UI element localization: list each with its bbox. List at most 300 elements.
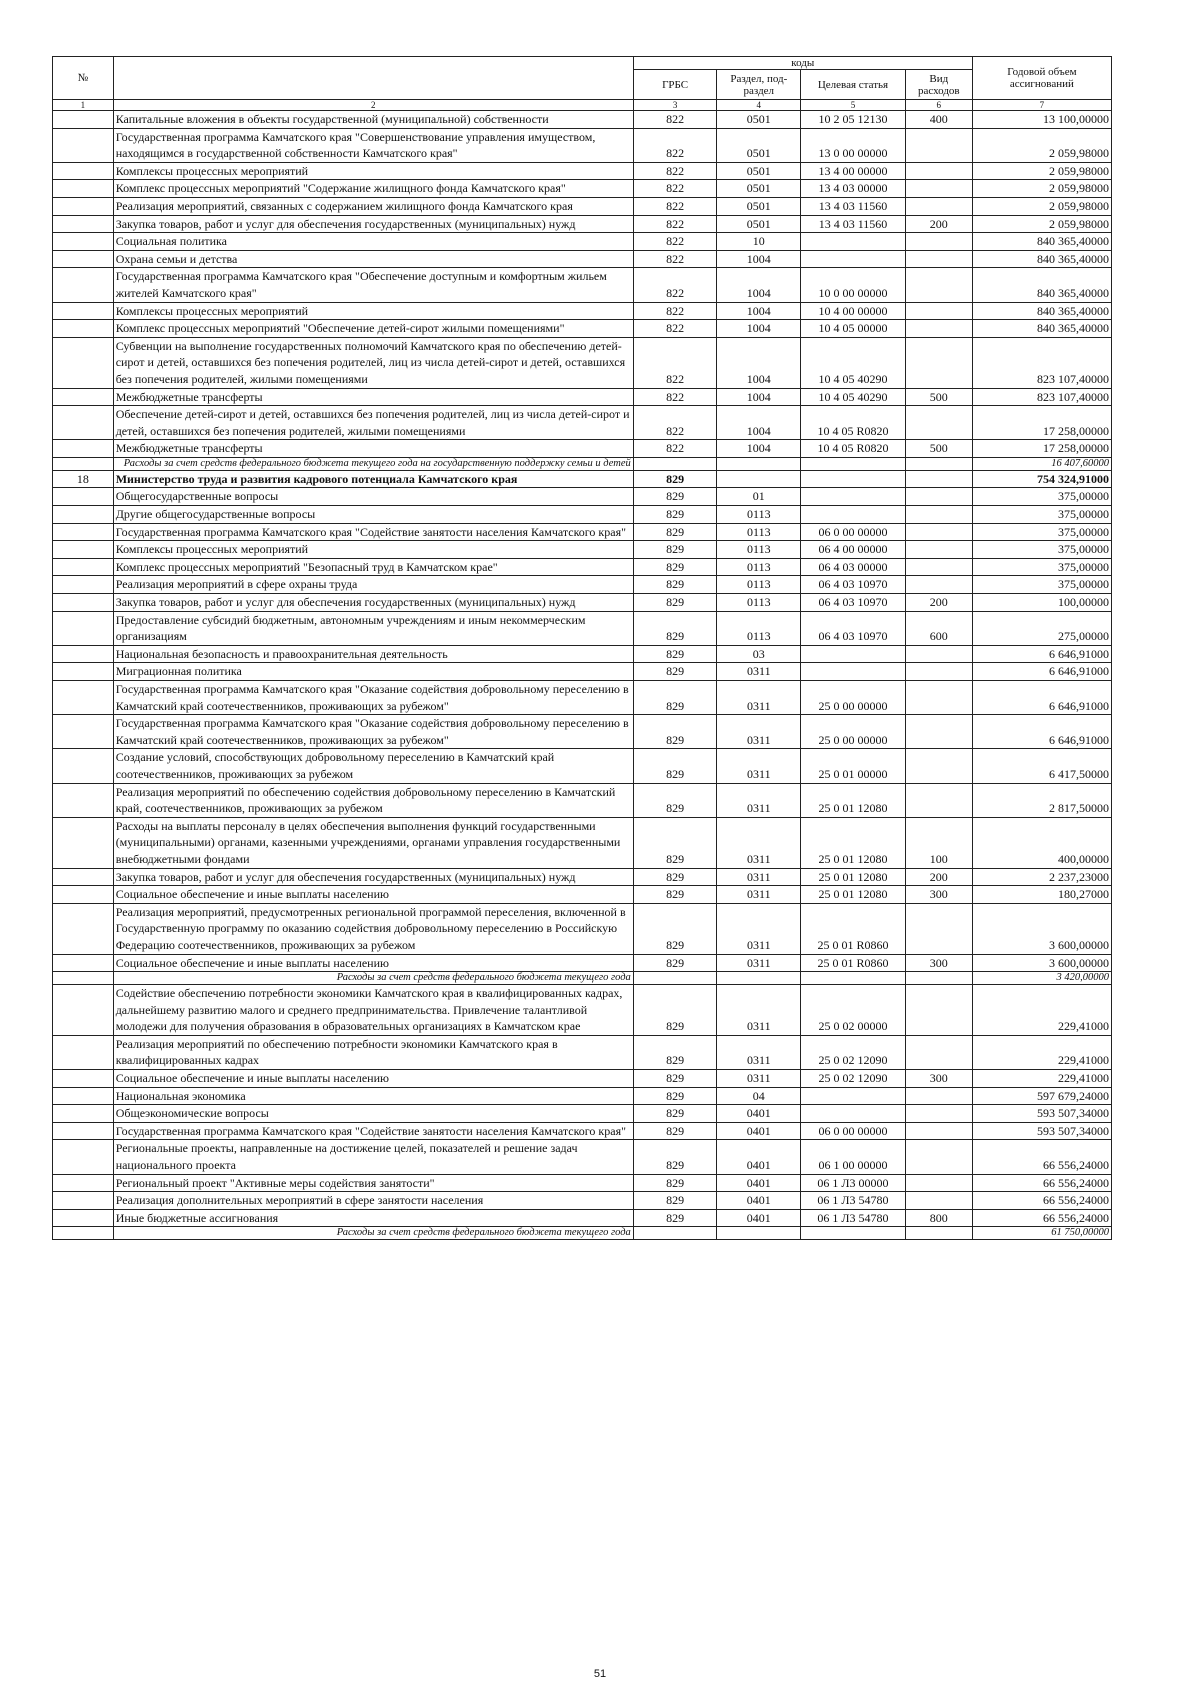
cell-vid: [905, 302, 972, 320]
cell-num: [53, 128, 114, 162]
table-row: [53, 1209, 1112, 1227]
cell-name: Реализация мероприятий, связанных с содержанием жилищного фонда Камчатского края: [113, 197, 633, 215]
cell-vid: 600: [905, 611, 972, 645]
cell-target: 13 4 03 11560: [801, 197, 906, 215]
cell-target: [801, 488, 906, 506]
cell-section: 0311: [717, 886, 801, 904]
cell-num: [53, 162, 114, 180]
cell-amount: 823 107,40000: [972, 337, 1111, 388]
cell-name: Комплексы процессных мероприятий: [113, 162, 633, 180]
cell-vid: [905, 1035, 972, 1069]
cell-name: Расходы за счет средств федерального бюджета текущего года на государственную поддержку семьи и детей: [113, 457, 633, 470]
cell-section: 1004: [717, 337, 801, 388]
cell-num: [53, 985, 114, 1036]
table-row: [53, 645, 1112, 663]
cell-vid: [905, 972, 972, 985]
cell-num: [53, 506, 114, 524]
cell-grbs: 822: [633, 162, 717, 180]
cell-grbs: 829: [633, 1035, 717, 1069]
cell-target: 25 0 02 12090: [801, 1035, 906, 1069]
cell-amount: 840 365,40000: [972, 233, 1111, 251]
column-numbers-row: [53, 100, 1112, 111]
cell-amount: 375,00000: [972, 523, 1111, 541]
cell-grbs: 822: [633, 440, 717, 458]
cell-target: 13 4 03 00000: [801, 180, 906, 198]
cell-vid: [905, 558, 972, 576]
cell-num: 18: [53, 470, 114, 488]
cell-section: 0311: [717, 985, 801, 1036]
cell-amount: 2 059,98000: [972, 215, 1111, 233]
cell-grbs: 829: [633, 1174, 717, 1192]
cell-vid: 200: [905, 594, 972, 612]
cell-amount: 61 750,00000: [972, 1227, 1111, 1240]
cell-target: [801, 250, 906, 268]
cell-num: [53, 611, 114, 645]
cell-num: [53, 523, 114, 541]
cell-section: 0113: [717, 523, 801, 541]
cell-amount: 840 365,40000: [972, 268, 1111, 302]
cell-grbs: 829: [633, 886, 717, 904]
cell-target: 10 0 00 00000: [801, 268, 906, 302]
cell-name: Межбюджетные трансферты: [113, 388, 633, 406]
cell-section: 1004: [717, 268, 801, 302]
cell-target: [801, 470, 906, 488]
cell-name: Государственная программа Камчатского края "Обеспечение доступным и комфортным жильем жителей Камчатского края": [113, 268, 633, 302]
cell-vid: 200: [905, 868, 972, 886]
colnum: 3: [633, 100, 717, 111]
cell-target: 25 0 01 R0860: [801, 954, 906, 972]
cell-target: 06 4 03 10970: [801, 611, 906, 645]
cell-amount: 597 679,24000: [972, 1087, 1111, 1105]
cell-section: 0501: [717, 180, 801, 198]
table-row: [53, 1122, 1112, 1140]
cell-num: [53, 1140, 114, 1174]
cell-num: [53, 663, 114, 681]
cell-target: 13 0 00 00000: [801, 128, 906, 162]
cell-target: 13 4 03 11560: [801, 215, 906, 233]
cell-vid: [905, 180, 972, 198]
table-row: [53, 162, 1112, 180]
cell-vid: [905, 506, 972, 524]
cell-vid: [905, 645, 972, 663]
table-row: [53, 337, 1112, 388]
table-row: [53, 594, 1112, 612]
table-row: [53, 985, 1112, 1036]
cell-vid: [905, 903, 972, 954]
cell-amount: 180,27000: [972, 886, 1111, 904]
cell-num: [53, 250, 114, 268]
cell-target: 25 0 01 12080: [801, 783, 906, 817]
cell-name: Государственная программа Камчатского края "Оказание содействия добровольному переселению в Камчатский край соотечественников, проживающих за рубежом": [113, 681, 633, 715]
cell-target: 10 4 05 40290: [801, 337, 906, 388]
cell-name: Национальная безопасность и правоохранительная деятельность: [113, 645, 633, 663]
cell-name: Социальное обеспечение и иные выплаты населению: [113, 954, 633, 972]
cell-target: 25 0 00 00000: [801, 681, 906, 715]
cell-amount: 13 100,00000: [972, 111, 1111, 129]
cell-name: Обеспечение детей-сирот и детей, оставшихся без попечения родителей, лиц из числа детей-сирот и детей, оставшихся без попечения родителей, жилыми помещениями: [113, 406, 633, 440]
cell-num: [53, 576, 114, 594]
table-row: [53, 611, 1112, 645]
cell-target: 06 4 00 00000: [801, 541, 906, 559]
cell-target: 06 0 00 00000: [801, 523, 906, 541]
cell-section: 0113: [717, 541, 801, 559]
table-row: [53, 111, 1112, 129]
cell-target: [801, 645, 906, 663]
cell-grbs: 822: [633, 388, 717, 406]
cell-amount: 840 365,40000: [972, 250, 1111, 268]
cell-vid: 200: [905, 215, 972, 233]
cell-amount: 229,41000: [972, 1070, 1111, 1088]
cell-num: [53, 215, 114, 233]
table-row: [53, 302, 1112, 320]
cell-grbs: 822: [633, 268, 717, 302]
cell-target: [801, 663, 906, 681]
cell-section: 0311: [717, 903, 801, 954]
cell-target: 10 4 00 00000: [801, 302, 906, 320]
cell-amount: 375,00000: [972, 576, 1111, 594]
cell-target: [801, 1105, 906, 1123]
cell-vid: 400: [905, 111, 972, 129]
cell-vid: [905, 576, 972, 594]
cell-amount: 66 556,24000: [972, 1192, 1111, 1210]
cell-num: [53, 954, 114, 972]
cell-grbs: 829: [633, 681, 717, 715]
federal-funds-row: [53, 972, 1112, 985]
cell-name: Капитальные вложения в объекты государственной (муниципальной) собственности: [113, 111, 633, 129]
cell-grbs: [633, 972, 717, 985]
cell-vid: [905, 1227, 972, 1240]
cell-target: 25 0 01 12080: [801, 868, 906, 886]
cell-name: Расходы за счет средств федерального бюджета текущего года: [113, 972, 633, 985]
header-name: [113, 57, 633, 100]
cell-amount: 375,00000: [972, 541, 1111, 559]
cell-grbs: 829: [633, 715, 717, 749]
table-row: [53, 233, 1112, 251]
cell-section: 1004: [717, 320, 801, 338]
cell-amount: 66 556,24000: [972, 1209, 1111, 1227]
cell-amount: 2 059,98000: [972, 162, 1111, 180]
cell-amount: 6 646,91000: [972, 715, 1111, 749]
cell-amount: 6 646,91000: [972, 681, 1111, 715]
cell-amount: 3 600,00000: [972, 954, 1111, 972]
cell-vid: [905, 749, 972, 783]
cell-target: [801, 1227, 906, 1240]
table-row: [53, 1035, 1112, 1069]
cell-amount: 375,00000: [972, 506, 1111, 524]
cell-section: 0311: [717, 1070, 801, 1088]
table-row: [53, 868, 1112, 886]
cell-vid: [905, 715, 972, 749]
cell-vid: [905, 985, 972, 1036]
table-row: [53, 1192, 1112, 1210]
cell-grbs: 822: [633, 250, 717, 268]
cell-grbs: 822: [633, 337, 717, 388]
cell-section: [717, 972, 801, 985]
cell-name: Комплексы процессных мероприятий: [113, 541, 633, 559]
cell-num: [53, 440, 114, 458]
cell-section: 0311: [717, 681, 801, 715]
cell-num: [53, 233, 114, 251]
cell-section: 0113: [717, 611, 801, 645]
cell-vid: 800: [905, 1209, 972, 1227]
cell-vid: [905, 162, 972, 180]
cell-grbs: 829: [633, 749, 717, 783]
cell-num: [53, 197, 114, 215]
cell-grbs: 829: [633, 903, 717, 954]
header-section: Раздел, под-раздел: [717, 70, 801, 100]
table-row: [53, 197, 1112, 215]
table-row: [53, 903, 1112, 954]
cell-section: 0311: [717, 749, 801, 783]
table-row: [53, 388, 1112, 406]
cell-num: [53, 111, 114, 129]
cell-vid: [905, 457, 972, 470]
cell-vid: [905, 1122, 972, 1140]
cell-name: Закупка товаров, работ и услуг для обеспечения государственных (муниципальных) нужд: [113, 215, 633, 233]
cell-vid: 300: [905, 1070, 972, 1088]
colnum: 7: [972, 100, 1111, 111]
cell-grbs: 829: [633, 523, 717, 541]
cell-name: Комплекс процессных мероприятий "Содержание жилищного фонда Камчатского края": [113, 180, 633, 198]
cell-amount: 17 258,00000: [972, 440, 1111, 458]
cell-num: [53, 180, 114, 198]
cell-num: [53, 1087, 114, 1105]
cell-vid: [905, 250, 972, 268]
table-row: [53, 268, 1112, 302]
cell-name: Государственная программа Камчатского края "Содействие занятости населения Камчатского края": [113, 523, 633, 541]
cell-vid: [905, 197, 972, 215]
cell-num: [53, 1122, 114, 1140]
cell-section: [717, 1227, 801, 1240]
cell-target: 06 1 Л3 00000: [801, 1174, 906, 1192]
cell-amount: 6 417,50000: [972, 749, 1111, 783]
cell-num: [53, 406, 114, 440]
cell-section: 0401: [717, 1209, 801, 1227]
cell-name: Министерство труда и развития кадрового потенциала Камчатского края: [113, 470, 633, 488]
cell-name: Расходы за счет средств федерального бюджета текущего года: [113, 1227, 633, 1240]
cell-num: [53, 320, 114, 338]
table-row: [53, 783, 1112, 817]
cell-grbs: 829: [633, 985, 717, 1036]
cell-section: 0501: [717, 162, 801, 180]
cell-grbs: 829: [633, 645, 717, 663]
cell-num: [53, 972, 114, 985]
cell-grbs: 829: [633, 1105, 717, 1123]
cell-amount: 275,00000: [972, 611, 1111, 645]
cell-num: [53, 388, 114, 406]
cell-section: 0311: [717, 954, 801, 972]
cell-grbs: 822: [633, 180, 717, 198]
cell-target: [801, 233, 906, 251]
cell-name: Расходы на выплаты персоналу в целях обеспечения выполнения функций государственными (муниципальными) органами, казенными учреждениями, органами управления государственными внебюджетными фондами: [113, 817, 633, 868]
cell-grbs: 829: [633, 1192, 717, 1210]
table-row: [53, 180, 1112, 198]
cell-vid: [905, 406, 972, 440]
cell-name: Реализация мероприятий по обеспечению потребности экономики Камчатского края в квалифицированных кадрах: [113, 1035, 633, 1069]
cell-target: 06 1 00 00000: [801, 1140, 906, 1174]
header-codes: коды: [633, 57, 972, 70]
ministry-row: [53, 470, 1112, 488]
table-row: [53, 128, 1112, 162]
cell-section: 0501: [717, 128, 801, 162]
cell-num: [53, 817, 114, 868]
cell-grbs: 829: [633, 868, 717, 886]
cell-num: [53, 886, 114, 904]
cell-num: [53, 645, 114, 663]
cell-amount: 16 407,60000: [972, 457, 1111, 470]
cell-amount: 100,00000: [972, 594, 1111, 612]
cell-name: Миграционная политика: [113, 663, 633, 681]
cell-name: Создание условий, способствующих добровольному переселению в Камчатский край соотечественников, проживающих за рубежом: [113, 749, 633, 783]
cell-vid: [905, 681, 972, 715]
cell-section: 0501: [717, 215, 801, 233]
table-row: [53, 1105, 1112, 1123]
cell-grbs: 822: [633, 197, 717, 215]
cell-section: 0311: [717, 783, 801, 817]
cell-grbs: 822: [633, 302, 717, 320]
cell-amount: 2 237,23000: [972, 868, 1111, 886]
cell-target: 06 1 Л3 54780: [801, 1209, 906, 1227]
cell-section: 0401: [717, 1140, 801, 1174]
cell-section: 0401: [717, 1192, 801, 1210]
cell-section: 0311: [717, 1035, 801, 1069]
cell-target: 10 4 05 40290: [801, 388, 906, 406]
table-row: [53, 440, 1112, 458]
cell-target: 10 4 05 R0820: [801, 406, 906, 440]
cell-name: Комплексы процессных мероприятий: [113, 302, 633, 320]
cell-name: Национальная экономика: [113, 1087, 633, 1105]
cell-vid: [905, 1192, 972, 1210]
table-row: [53, 749, 1112, 783]
cell-grbs: 829: [633, 594, 717, 612]
cell-grbs: 829: [633, 611, 717, 645]
cell-num: [53, 1070, 114, 1088]
cell-amount: 375,00000: [972, 558, 1111, 576]
cell-num: [53, 1227, 114, 1240]
header-target: Целевая статья: [801, 70, 906, 100]
cell-num: [53, 1209, 114, 1227]
cell-grbs: 829: [633, 1122, 717, 1140]
cell-section: 0113: [717, 594, 801, 612]
cell-name: Общеэкономические вопросы: [113, 1105, 633, 1123]
cell-vid: [905, 268, 972, 302]
cell-section: 04: [717, 1087, 801, 1105]
cell-vid: [905, 1140, 972, 1174]
cell-grbs: 822: [633, 111, 717, 129]
cell-vid: [905, 1174, 972, 1192]
cell-target: 13 4 00 00000: [801, 162, 906, 180]
cell-grbs: 822: [633, 215, 717, 233]
cell-grbs: 829: [633, 506, 717, 524]
cell-grbs: 829: [633, 1087, 717, 1105]
table-row: [53, 488, 1112, 506]
table-body: [53, 111, 1112, 1240]
cell-target: 25 0 00 00000: [801, 715, 906, 749]
cell-amount: 593 507,34000: [972, 1105, 1111, 1123]
cell-grbs: 822: [633, 128, 717, 162]
header-amount: Годовой объем ассигнований: [972, 57, 1111, 100]
cell-vid: [905, 783, 972, 817]
table-row: [53, 817, 1112, 868]
cell-name: Государственная программа Камчатского края "Содействие занятости населения Камчатского края": [113, 1122, 633, 1140]
colnum: 1: [53, 100, 114, 111]
header-num: №: [53, 57, 114, 100]
table-row: [53, 681, 1112, 715]
cell-section: 0311: [717, 868, 801, 886]
cell-amount: 593 507,34000: [972, 1122, 1111, 1140]
cell-vid: [905, 337, 972, 388]
cell-grbs: 829: [633, 817, 717, 868]
cell-amount: 66 556,24000: [972, 1140, 1111, 1174]
cell-target: 25 0 01 00000: [801, 749, 906, 783]
cell-target: 06 4 03 10970: [801, 594, 906, 612]
cell-num: [53, 558, 114, 576]
cell-vid: 500: [905, 440, 972, 458]
cell-target: 10 2 05 12130: [801, 111, 906, 129]
cell-num: [53, 1192, 114, 1210]
cell-amount: 229,41000: [972, 985, 1111, 1036]
cell-vid: [905, 1087, 972, 1105]
cell-name: Межбюджетные трансферты: [113, 440, 633, 458]
cell-target: [801, 972, 906, 985]
cell-name: Реализация мероприятий, предусмотренных региональной программой переселения, включенной в Государственную программу по оказанию содействия добровольному переселению в Российскую Федерацию соотечественников, проживающих за рубежом: [113, 903, 633, 954]
cell-section: 0401: [717, 1174, 801, 1192]
cell-target: 25 0 02 00000: [801, 985, 906, 1036]
table-header: [53, 57, 1112, 111]
cell-name: Субвенции на выполнение государственных полномочий Камчатского края по обеспечению детей-сирот и детей, оставшихся без попечения родителей, лиц из числа детей-сирот и детей, оставшихся без попечения родителей, жилыми помещениями: [113, 337, 633, 388]
colnum: 6: [905, 100, 972, 111]
cell-num: [53, 903, 114, 954]
cell-target: [801, 457, 906, 470]
cell-amount: 2 059,98000: [972, 197, 1111, 215]
cell-amount: 2 059,98000: [972, 128, 1111, 162]
cell-grbs: 822: [633, 320, 717, 338]
cell-name: Закупка товаров, работ и услуг для обеспечения государственных (муниципальных) нужд: [113, 594, 633, 612]
cell-target: 25 0 02 12090: [801, 1070, 906, 1088]
cell-name: Другие общегосударственные вопросы: [113, 506, 633, 524]
cell-vid: [905, 233, 972, 251]
cell-amount: 17 258,00000: [972, 406, 1111, 440]
cell-target: 06 1 Л3 54780: [801, 1192, 906, 1210]
table-row: [53, 406, 1112, 440]
budget-table: [52, 56, 1112, 1240]
table-row: [53, 215, 1112, 233]
cell-grbs: 829: [633, 576, 717, 594]
cell-amount: 6 646,91000: [972, 645, 1111, 663]
table-row: [53, 1174, 1112, 1192]
cell-name: Государственная программа Камчатского края "Совершенствование управления имуществом, находящимся в государственной собственности Камчатского края": [113, 128, 633, 162]
federal-funds-row: [53, 457, 1112, 470]
cell-amount: 6 646,91000: [972, 663, 1111, 681]
table-row: [53, 1070, 1112, 1088]
cell-grbs: 829: [633, 1070, 717, 1088]
cell-num: [53, 1105, 114, 1123]
cell-vid: [905, 488, 972, 506]
cell-grbs: [633, 1227, 717, 1240]
cell-grbs: 829: [633, 663, 717, 681]
cell-amount: 2 817,50000: [972, 783, 1111, 817]
table-row: [53, 1087, 1112, 1105]
cell-target: [801, 1087, 906, 1105]
cell-name: Социальное обеспечение и иные выплаты населению: [113, 1070, 633, 1088]
cell-section: 0113: [717, 576, 801, 594]
cell-target: 06 4 03 00000: [801, 558, 906, 576]
table-row: [53, 576, 1112, 594]
cell-name: Иные бюджетные ассигнования: [113, 1209, 633, 1227]
cell-name: Комплекс процессных мероприятий "Обеспечение детей-сирот жилыми помещениями": [113, 320, 633, 338]
cell-vid: [905, 523, 972, 541]
table-row: [53, 558, 1112, 576]
